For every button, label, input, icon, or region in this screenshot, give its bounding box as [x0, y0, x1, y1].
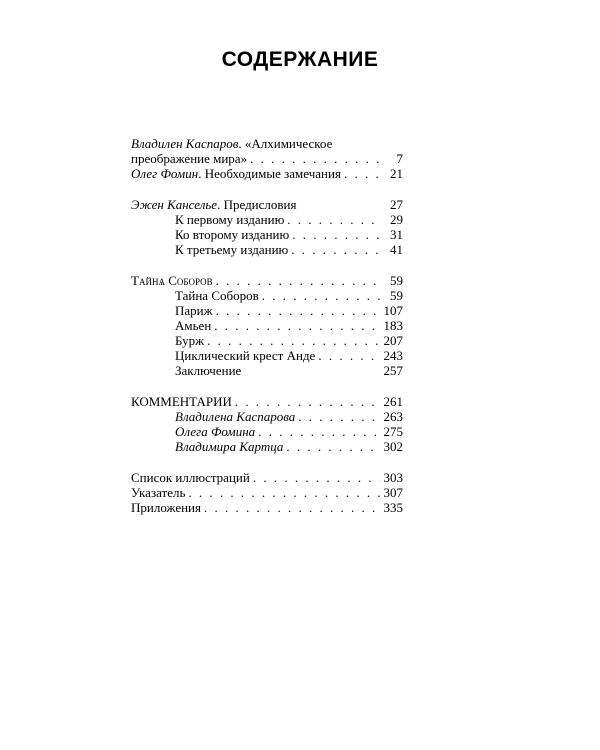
toc-title: Бурж — [175, 333, 205, 348]
toc-entry-illustrations[interactable] — [131, 470, 403, 485]
toc-page-number: 303 — [383, 470, 403, 485]
toc-page-number: 27 — [390, 197, 403, 212]
toc-title: Владилена Каспарова — [175, 409, 296, 424]
toc-leader — [291, 242, 380, 257]
toc-leader — [204, 500, 380, 515]
table-of-contents — [131, 136, 403, 515]
toc-leader — [214, 318, 380, 333]
toc-page-number: 59 — [390, 273, 403, 288]
toc-leader — [235, 394, 380, 409]
toc-page-number: 261 — [383, 394, 403, 409]
toc-title: Циклический крест Анде — [175, 348, 316, 363]
toc-entry-index[interactable] — [131, 485, 403, 500]
toc-title: . Необходимые замечания — [198, 166, 341, 181]
toc-entry-cross[interactable] — [131, 348, 403, 363]
toc-title: К первому изданию — [175, 212, 285, 227]
toc-entry-ed3[interactable] — [131, 242, 403, 257]
toc-entry-fomin[interactable] — [131, 166, 403, 181]
page-title: СОДЕРЖАНИЕ — [221, 48, 379, 71]
toc-leader — [262, 288, 380, 303]
toc-author: Владилен Каспаров — [131, 136, 239, 151]
toc-page-number: 263 — [383, 409, 403, 424]
toc-title: . Предисловия — [217, 197, 297, 212]
toc-page-number: 183 — [383, 318, 403, 333]
toc-leader — [253, 470, 380, 485]
toc-leader — [318, 348, 380, 363]
toc-leader — [286, 439, 380, 454]
toc-leader — [216, 303, 380, 318]
toc-title: Список иллюстраций — [131, 470, 250, 485]
toc-leader — [188, 485, 380, 500]
toc-page-number: 207 — [383, 333, 403, 348]
toc-title: Париж — [175, 303, 213, 318]
toc-entry-kasparov-line1[interactable] — [131, 136, 403, 151]
toc-entry-kasparov-line2[interactable] — [131, 151, 403, 166]
toc-leader — [216, 273, 380, 288]
toc-title: преображение мира» — [131, 151, 248, 166]
toc-title: Олега Фомина — [175, 424, 256, 439]
toc-title: . «Алхимическое — [238, 136, 333, 151]
toc-page-number: 31 — [390, 227, 403, 242]
toc-entry-mysteries[interactable] — [131, 273, 403, 288]
toc-title: К третьему изданию — [175, 242, 289, 257]
toc-entry-kanseliet[interactable] — [131, 197, 403, 212]
toc-page-number: 29 — [390, 212, 403, 227]
toc-entry-comments[interactable] — [131, 394, 403, 409]
toc-title: Амьен — [175, 318, 212, 333]
toc-title: Заключение — [175, 363, 242, 378]
toc-author: Эжен Канселье — [131, 197, 218, 212]
toc-title: Владимира Картца — [175, 439, 284, 454]
toc-leader — [298, 409, 380, 424]
toc-title: Приложения — [131, 500, 201, 515]
toc-entry-paris[interactable] — [131, 303, 403, 318]
toc-entry-appendix[interactable] — [131, 500, 403, 515]
toc-page-number: 257 — [383, 363, 403, 378]
toc-leader — [207, 333, 380, 348]
toc-leader — [287, 212, 380, 227]
toc-page-number: 21 — [390, 166, 403, 181]
toc-page-number: 7 — [396, 151, 403, 166]
toc-title: КОММЕНТАРИИ — [131, 394, 232, 409]
toc-page-number: 275 — [383, 424, 403, 439]
toc-page-number: 59 — [390, 288, 403, 303]
toc-page-number: 41 — [390, 242, 403, 257]
toc-leader — [344, 166, 380, 181]
toc-author: Олег Фомин — [131, 166, 199, 181]
toc-entry-ed2[interactable] — [131, 227, 403, 242]
toc-page-number: 335 — [383, 500, 403, 515]
toc-page-number: 307 — [383, 485, 403, 500]
toc-entry-conclusion[interactable] — [131, 363, 403, 378]
toc-page-number: 107 — [383, 303, 403, 318]
toc-entry-comments-fomin[interactable] — [131, 424, 403, 439]
toc-title: Тайна Соборов — [175, 288, 259, 303]
toc-entry-comments-kartz[interactable] — [131, 439, 403, 454]
toc-entry-sub-mysteries[interactable] — [131, 288, 403, 303]
toc-entry-comments-kasparov[interactable] — [131, 409, 403, 424]
toc-page-number: 302 — [383, 439, 403, 454]
toc-title: Указатель — [131, 485, 186, 500]
toc-title: Ко второму изданию — [175, 227, 290, 242]
toc-entry-bourges[interactable] — [131, 333, 403, 348]
toc-leader — [258, 424, 380, 439]
toc-title: Тайнѧ Соборов — [131, 273, 213, 288]
toc-page-number: 243 — [383, 348, 403, 363]
toc-entry-amiens[interactable] — [131, 318, 403, 333]
toc-entry-ed1[interactable] — [131, 212, 403, 227]
toc-leader — [250, 151, 380, 166]
toc-leader — [292, 227, 380, 242]
